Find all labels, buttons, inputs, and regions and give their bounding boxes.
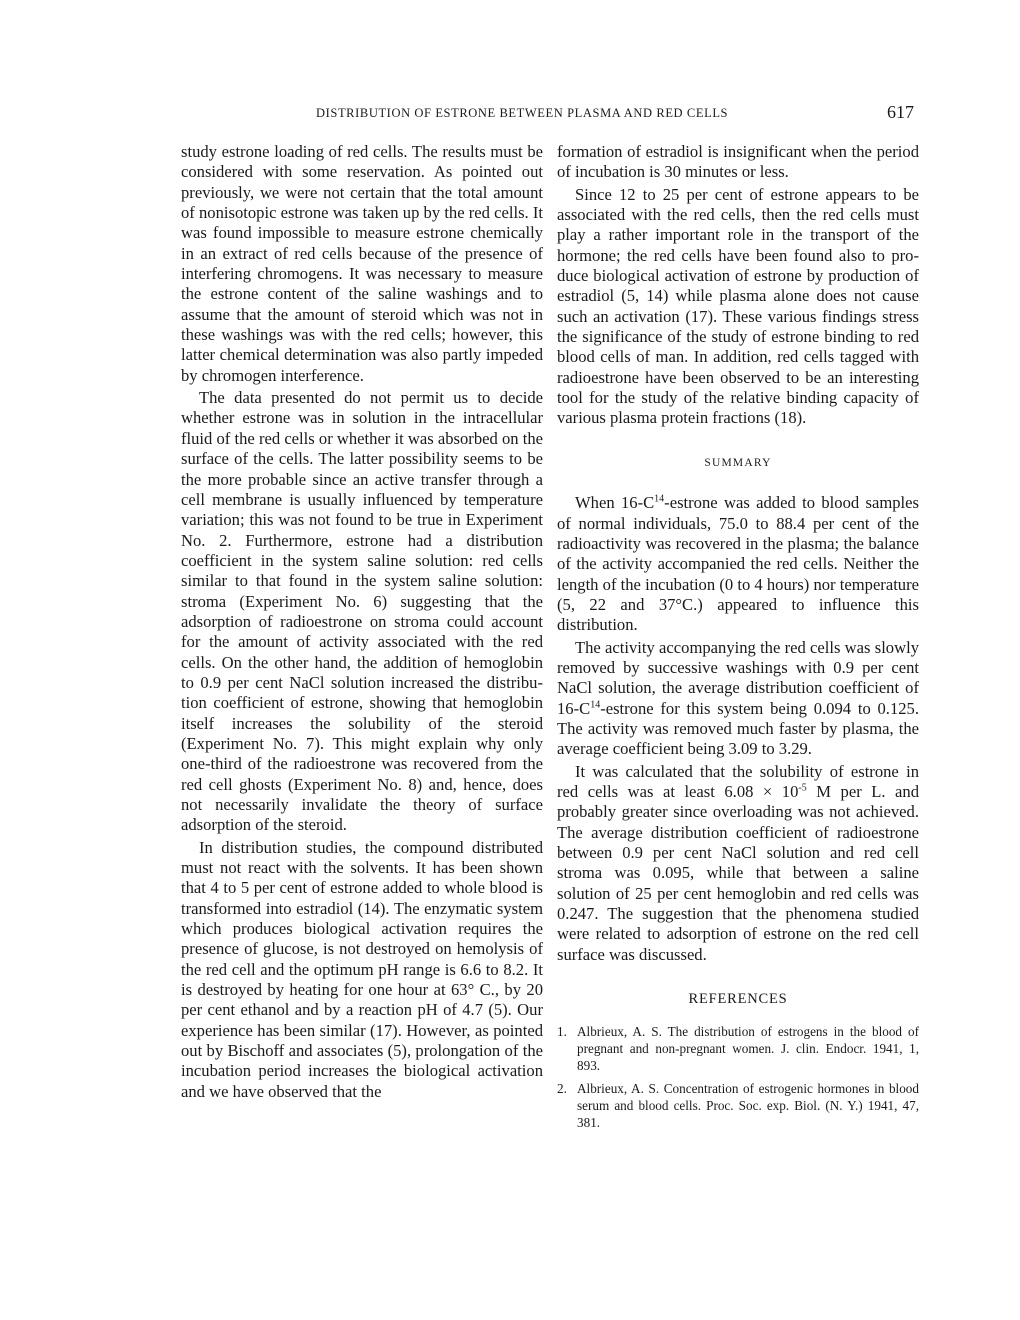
text-run: The activity accompanying the red cells was slowly removed by successive washings with 0.9 per cent NaCl solution, the average distribution coefficient of 16-C: [557, 637, 919, 718]
reference-item: [557, 1080, 919, 1131]
reference-list: [557, 1023, 919, 1131]
summary-paragraph: [557, 762, 919, 965]
reference-number: 2.: [557, 1081, 567, 1097]
text-run: -estrone was added to blood samples of normal individuals, 75.0 to 88.4 per cent of the radioactivity was recovered in the plasma; the balance of the activity accompanied the red cells. Neither the length of the incubation (0 to 4 hours) nor temperature (5, 22 and 37°C.) appeared to influence this distribution.: [557, 493, 919, 635]
running-title: DISTRIBUTION OF ESTRONE BETWEEN PLASMA AND RED CELLS: [316, 106, 729, 120]
superscript: -5: [798, 782, 807, 794]
text-run: M per L. and probably greater since overloading was not achieved. The average distribution coefficient of radioestrone between 0.9 per cent NaCl solution and red cell stroma was 0.095, while that between a saline solution of 25 per cent hemoglobin and red cells was 0.247. The suggestion that the phenomena studied were related to adsorption of estrone on the red cell surface was discussed.: [557, 781, 920, 964]
summary-paragraph: [557, 493, 919, 635]
reference-text: Albrieux, A. S. Concentration of estrogenic hormones in blood serum and blood cells. Proc. Soc. exp. Biol. (N. Y.) 1941, 47, 381.: [577, 1081, 919, 1131]
summary-paragraph: [557, 638, 919, 760]
references-heading: REFERENCES: [688, 991, 788, 1008]
superscript: 14: [654, 493, 665, 505]
running-header: [181, 102, 914, 126]
text-run: When 16-C: [575, 493, 655, 513]
body-paragraph: study estrone loading of red cells. The results must be considered with some reservation. As pointed out previously, we were not certain that the total amount of nonisotopic estrone was taken up by the red cells. It was found impossible to measure estrone chemically in an extract of red cells because of the presence of interfering chromogens. It was necessary to measure the estrone content of the saline washings and to assume that the amount of steroid which was not in these washings was with the red cells; however, this latter chemical determination was also partly impeded by chromogen interference.: [181, 142, 543, 385]
left-column: [181, 142, 543, 1102]
body-paragraph: Since 12 to 25 per cent of estrone appears to be associated with the red cells, then the red cells must play a rather important role in the transport of the hormone; the red cells have been found also to produce biological activation of estrone by production of estradiol (5, 14) while plasma alone does not cause such an activation (17). These various findings stress the significance of the study of estrone binding to red blood cells of man. In addition, red cells tagged with radioestrone have been observed to be an interesting tool for the study of the relative binding capacity of various plasma protein fractions (18).: [557, 184, 919, 428]
text-run: -estrone for this system being 0.094 to 0.125. The activity was removed much faster by plasma, the average coefficient being 3.09 to 3.29.: [557, 698, 919, 759]
reference-text: Albrieux, A. S. The distribution of estrogens in the blood of pregnant and non-pregnant women. J. clin. Endocr. 1941, 1, 893.: [577, 1024, 919, 1074]
summary-heading: SUMMARY: [704, 456, 772, 469]
reference-number: 1.: [557, 1024, 567, 1040]
text-run: It was calculated that the solubility of estrone in red cells was at least 6.08 × 10: [557, 761, 919, 801]
body-paragraph: In distribution studies, the compound distributed must not react with the solvents. It has been shown that 4 to 5 per cent of estrone added to whole blood is transformed into estradiol (14). The enzymatic system which produces biological activation requires the presence of glucose, is not destroyed on hemolysis of the red cell and the optimum pH range is 6.6 to 8.2. It is destroyed by heating for one hour at 63° C., by 20 per cent ethanol and by a reaction pH of 4.7 (5). Our experience has been similar (17). However, as pointed out by Bischoff and associates (5), prolongation of the incubation period increases the biological activation and we have observed that the: [181, 837, 543, 1101]
body-paragraph: formation of estradiol is insignificant when the period of incubation is 30 minutes or less.: [557, 142, 919, 182]
page-number: 617: [887, 102, 914, 122]
superscript: 14: [590, 699, 601, 711]
right-column: [557, 142, 919, 1137]
reference-item: [557, 1023, 919, 1074]
body-paragraph: The data presented do not permit us to decide whether estrone was in solution in the intracellular fluid of the red cells or whether it was absorbed on the surface of the cells. The latter possibility seems to be the more probable since an active transfer through a cell membrane is usually influenced by temperature variation; this was not found to be true in Experiment No. 2. Furthermore, estrone had a distribution coefficient in the system saline solution: red cells similar to that found in the system saline solution: stroma (Experiment No. 6) suggesting that the adsorption of radioestrone on stroma could account for the amount of activity associated with the red cells. On the other hand, the addition of hemoglobin to 0.9 per cent NaCl solution increased the distribution coefficient of estrone, showing that hemoglobin itself increases the solubility of the steroid (Experiment No. 7). This might explain why only one-third of the radioestrone was recovered from the red cell ghosts (Experiment No. 8) and, hence, does not necessarily invalidate the theory of surface adsorption of the steroid.: [181, 388, 543, 835]
